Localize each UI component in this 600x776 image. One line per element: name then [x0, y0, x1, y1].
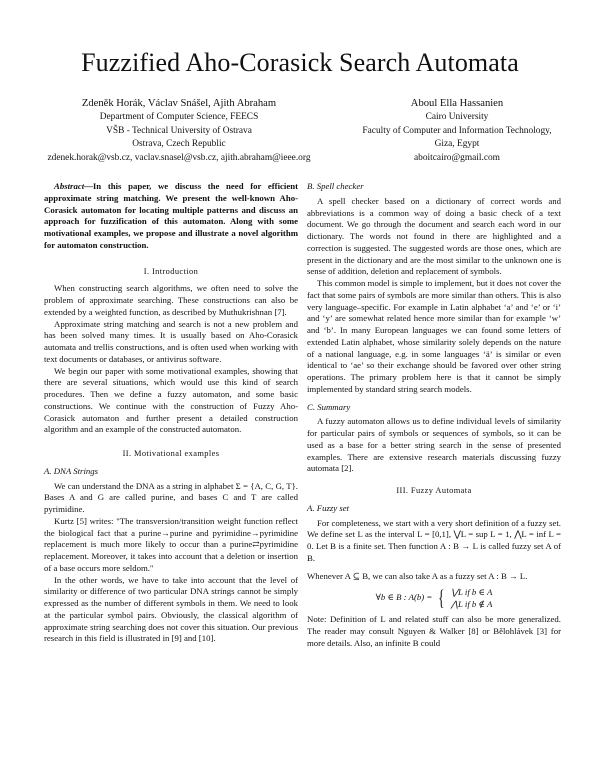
- author-univ-right: Cairo University: [425, 112, 489, 123]
- paragraph: We begin our paper with some motivational examples, showing that there are several situations, which would use this kind of search procedures. Then we define a fuzzy automaton, and some basic constructions. We continue with the construction of Fuzzy Aho-Corasick automaton and further present a detailed construction algorithm and an example of the constructed automaton.: [44, 365, 298, 435]
- paragraph: This common model is simple to implement, but it does not cover the fact that some pairs of symbols are more similar than others. This is also very language–specific. For example in Latin alphabet ‘a’ and ‘e’ or ‘i’ and ‘y’ are somewhat related hence more similar than for example ‘w’ and ‘b’. In many European languages we can found some letters of extended Latin alphabet, whose similarity solely depends on the nature of a national language, e.g. in some languages ‘ä’ is similar or even identical to ‘ae’ so their exchange should be favored over other string operations. The primary problem here is that it cannot be simply implemented by standard string search models.: [307, 278, 561, 394]
- equation-cases: [451, 586, 493, 610]
- paragraph: Whenever A ⊆ B, we can also take A as a fuzzy set A : B → L.: [307, 570, 528, 581]
- section-heading-fuzzy-automata: III. Fuzzy Automata: [396, 486, 472, 495]
- author-emails-left: zdenek.horak@vsb.cz, vaclav.snasel@vsb.cz, ajith.abraham@ieee.org: [47, 152, 311, 163]
- subsection-heading-fuzzy-set: A. Fuzzy set: [307, 502, 350, 513]
- abstract-text: —In this paper, we discuss the need for efficient approximate string matching. We present the well-known Aho-Corasick automaton for locating multiple patterns and discuss an approach for fuzzification of this automaton. Along with some motivational examples, we propose and illustrate a novel algorithm for automaton construction.: [44, 181, 298, 250]
- paragraph: In the other words, we have to take into account that the level of similarity or difference of two particular DNA strings cannot be simply expressed as the number of different symbols in them. We need to look at the particular symbol pairs. Obviously, the classical algorithm of approximate string searching does not cover this situation. Our previous research in this field is illustrated in [9] and [10].: [44, 574, 298, 644]
- author-names-right: Aboul Ella Hassanien: [410, 98, 504, 109]
- subsection-heading-summary: C. Summary: [307, 401, 351, 412]
- abstract: [44, 181, 298, 252]
- left-column: [44, 181, 298, 645]
- right-column: [307, 181, 561, 650]
- section-heading-motivational: II. Motivational examples: [122, 449, 220, 458]
- author-names-left: Zdeněk Horák, Václav Snášel, Ajith Abraham: [81, 98, 277, 109]
- author-univ-left: VŠB - Technical University of Ostrava: [106, 125, 252, 136]
- author-city-right: Giza, Egypt: [434, 139, 480, 150]
- equation-brace: {: [438, 585, 445, 611]
- author-dept: Department of Computer Science, FEECS: [99, 112, 259, 123]
- paragraph: For completeness, we start with a very short definition of a fuzzy set. We define set L as the interval L = [0,1], ⋁L = sup L = 1, ⋀L = inf L = 0. Let B is a finite set. Then function A : B → L is called fuzzy set A of B.: [307, 517, 561, 563]
- equation-case: ⋁L if b ∈ A: [450, 587, 493, 598]
- author-block-right: [322, 97, 592, 165]
- paragraph: Approximate string matching and search is not a new problem and has been solved many times. It is usually based on Aho-Corasick automata and trellis constructions, and is often used when working with text documents or databases, or antivirus software.: [44, 318, 298, 364]
- paragraph: A spell checker based on a dictionary of correct words and abbreviations is a common way of doing a basic check of a text document. We go through the document and search each word in our dictionary. The words not found in there are highlighted and a correction is suggested. The suggested words are those ones, which are present in the dictionary and are the most similar to the unknown one is sense of addition, deletion and replacement of symbols.: [307, 195, 561, 277]
- abstract-label: Abstract: [54, 181, 85, 191]
- paragraph: Note: Definition of L and related stuff can also be more generalized. The reader may consult Nguyen & Walker [8] or Bělohlávek [3] for more details. Also, an infinite B could: [307, 614, 561, 648]
- paragraph: A fuzzy automaton allows us to define individual levels of similarity for particular pairs of symbols or sequences of symbols, so it can be used as a base for a better string search in the sense of presented examples. There are extensive research materials discussing fuzzy automata [2].: [307, 416, 561, 474]
- equation-lhs: ∀b ∈ B : A(b) =: [375, 592, 433, 603]
- paragraph: When constructing search algorithms, we often need to solve the problem of approximate searching. These constructions can also be extended by a weighted function, as described by Muthukrishnan [7].: [44, 283, 298, 317]
- subsection-heading-spell-checker: B. Spell checker: [307, 181, 364, 191]
- subsection-heading-dna: A. DNA Strings: [44, 465, 99, 476]
- author-email-right: aboitcairo@gmail.com: [414, 152, 500, 163]
- section-heading-introduction: I. Introduction: [143, 266, 199, 276]
- paper-title: Fuzzified Aho-Corasick Search Automata: [81, 48, 519, 77]
- equation-case: ⋀L if b ∉ A: [450, 599, 493, 610]
- paragraph: Kurtz [5] writes: "The transversion/transition weight function reflect the biological fact that a purine→purine and pyrimidine→pyrimidine replacement is much more likely to occur than a purine⇄pyrimidine replacement. Moreover, it takes into account that a deletion or insertion of a base occurs more seldom.": [44, 515, 298, 573]
- equation: [307, 586, 561, 610]
- paragraph: We can understand the DNA as a string in alphabet Σ = {A, C, G, T}. Bases A and G are called purine, and bases C and T are called pyrimidine.: [44, 480, 298, 514]
- author-faculty: Faculty of Computer and Information Technology,: [362, 125, 552, 136]
- author-block-left: [20, 97, 338, 165]
- author-city-left: Ostrava, Czech Republic: [132, 139, 226, 150]
